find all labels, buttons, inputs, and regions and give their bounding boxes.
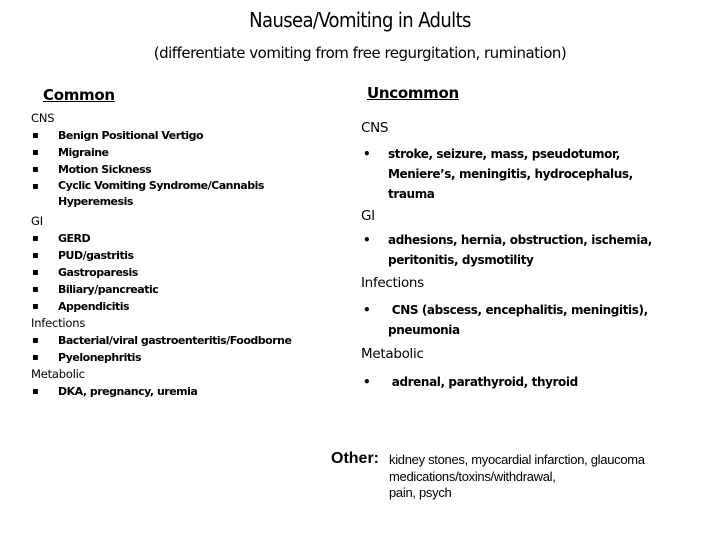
common-category-gi: GI bbox=[31, 214, 43, 228]
bullet-icon: ▪ bbox=[32, 164, 39, 175]
bullet-icon: ▪ bbox=[32, 130, 39, 141]
bullet-icon: ▪ bbox=[32, 250, 39, 261]
other-line: pain, psych bbox=[389, 485, 452, 500]
list-item: • adhesions, hernia, obstruction, ischemia, peritonitis, dysmotility bbox=[361, 230, 671, 270]
list-item: ▪ Benign Positional Vertigo bbox=[32, 129, 204, 142]
other-line: medications/toxins/withdrawal, bbox=[389, 468, 556, 484]
bullet-icon: ▪ bbox=[32, 267, 39, 278]
bullet-icon: • bbox=[363, 147, 371, 161]
common-list bbox=[31, 110, 331, 400]
bullet-icon: ▪ bbox=[32, 284, 39, 295]
common-category-cns: CNS bbox=[31, 111, 55, 125]
bullet-icon: ▪ bbox=[32, 233, 39, 244]
common-category-metabolic: Metabolic bbox=[31, 367, 85, 381]
other-label: Other: bbox=[331, 450, 379, 467]
bullet-icon: • bbox=[363, 375, 371, 389]
bullet-icon: ▪ bbox=[32, 335, 39, 346]
list-item: ▪ GERD bbox=[32, 232, 91, 245]
bullet-icon: ▪ bbox=[32, 352, 39, 363]
bullet-icon: ▪ bbox=[32, 147, 39, 158]
list-item: ▪ Migraine bbox=[32, 146, 109, 159]
page-title: Nausea/Vomiting in Adults bbox=[249, 8, 471, 32]
list-item: ▪ DKA, pregnancy, uremia bbox=[32, 385, 198, 398]
list-item: ▪ Motion Sickness bbox=[32, 163, 152, 176]
page-subtitle: (differentiate vomiting from free regurgitation, rumination) bbox=[153, 44, 567, 62]
bullet-icon: ▪ bbox=[32, 301, 39, 312]
uncommon-category-cns: CNS bbox=[361, 120, 389, 136]
other-line: kidney stones, myocardial infarction, glaucoma bbox=[389, 452, 645, 467]
list-item: ▪ Bacterial/viral gastroenteritis/Foodborne bbox=[32, 334, 292, 347]
list-item: ▪ Gastroparesis bbox=[32, 266, 138, 279]
uncommon-heading: Uncommon bbox=[367, 84, 459, 102]
list-item: ▪ PUD/gastritis bbox=[32, 249, 134, 262]
uncommon-category-gi: GI bbox=[361, 208, 375, 224]
common-heading: Common bbox=[43, 86, 115, 104]
uncommon-category-infections: Infections bbox=[361, 275, 424, 291]
list-item: ▪ Biliary/pancreatic bbox=[32, 283, 159, 296]
other-list bbox=[389, 452, 719, 502]
common-category-infections: Infections bbox=[31, 316, 86, 330]
list-item: ▪ Pyelonephritis bbox=[32, 351, 141, 364]
list-item: • CNS (abscess, encephalitis, meningitis), pneumonia bbox=[361, 300, 661, 340]
uncommon-category-metabolic: Metabolic bbox=[361, 346, 424, 362]
list-item: ▪ Cyclic Vomiting Syndrome/Cannabis Hyperemesis bbox=[32, 179, 264, 208]
list-item: • stroke, seizure, mass, pseudotumor, Meniere’s, meningitis, hydrocephalus, trauma bbox=[361, 144, 661, 204]
bullet-icon: • bbox=[363, 233, 371, 247]
list-item: ▪ Appendicitis bbox=[32, 300, 130, 313]
bullet-icon: • bbox=[363, 303, 371, 317]
bullet-icon: ▪ bbox=[32, 181, 39, 192]
list-item: • adrenal, parathyroid, thyroid bbox=[361, 372, 701, 392]
bullet-icon: ▪ bbox=[32, 386, 39, 397]
